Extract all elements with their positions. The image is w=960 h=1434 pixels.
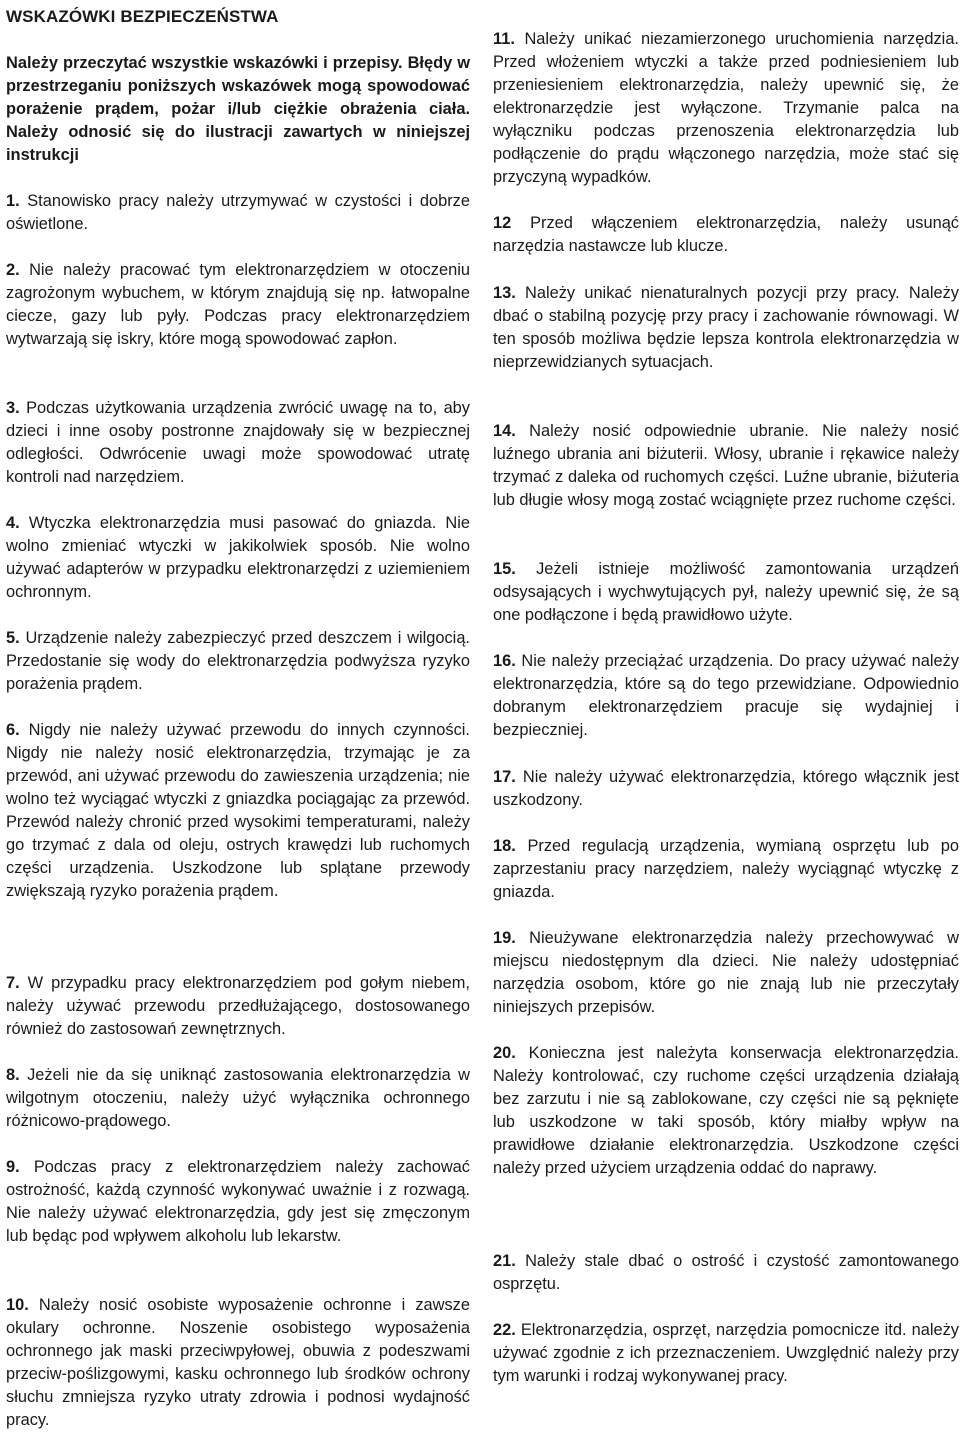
item-number: 12 xyxy=(493,214,512,232)
page-title: WSKAZÓWKI BEZPIECZEŃSTWA xyxy=(6,7,279,26)
item-text: Nieużywane elektronarzędzia należy przechowywać w miejscu niedostępnym dla dzieci. Nie należy udostępniać narzędzia osobom, które go nie znają lub nie przeczytały niniejszych przepisów. xyxy=(493,929,959,1016)
item-number: 19. xyxy=(493,929,516,947)
item-number: 21. xyxy=(493,1252,516,1270)
item-number: 4. xyxy=(6,514,20,532)
item-number: 18. xyxy=(493,837,516,855)
item-text: Podczas użytkowania urządzenia zwrócić uwagę na to, aby dzieci i inne osoby postronne znajdowały się w bezpiecznej odległości. Odwrócenie uwagi może spowodować utratę kontroli nad narzędziem. xyxy=(6,399,470,486)
safety-item-9 xyxy=(6,1156,470,1248)
safety-item-22 xyxy=(493,1319,959,1388)
safety-item-20 xyxy=(493,1042,959,1180)
item-text: Jeżeli nie da się uniknąć zastosowania elektronarzędzia w wilgotnym otoczeniu, należy użyć wyłącznika ochronnego różnicowo-prądowego. xyxy=(6,1066,470,1130)
item-number: 11. xyxy=(493,30,515,48)
item-text: Elektronarzędzia, osprzęt, narzędzia pomocnicze itd. należy używać zgodnie z ich przeznaczeniem. Uwzględnić należy przy tym warunki i rodzaj wykonywanej pracy. xyxy=(493,1321,959,1385)
item-number: 7. xyxy=(6,974,20,992)
item-text: Wtyczka elektronarzędzia musi pasować do gniazda. Nie wolno zmieniać wtyczki w jakikolwiek sposób. Nie wolno używać adapterów w przypadku elektronarzędzi z uziemieniem ochronnym. xyxy=(6,514,470,601)
safety-item-19 xyxy=(493,927,959,1019)
item-text: Nie należy używać elektronarzędzia, którego włącznik jest uszkodzony. xyxy=(493,768,959,809)
safety-item-13 xyxy=(493,282,959,374)
safety-item-1 xyxy=(6,190,470,236)
item-text: Jeżeli istnieje możliwość zamontowania urządzeń odsysających i wychwytujących pył, należy upewnić się, że są one podłączone i będą prawidłowo użyte. xyxy=(493,560,959,624)
safety-item-12 xyxy=(493,212,959,258)
safety-item-6 xyxy=(6,719,470,903)
item-text: Nie należy przeciążać urządzenia. Do pracy używać należy elektronarzędzia, które są do tego przewidziane. Odpowiednio dobranym elektronarzędziem pracuje się wydajniej i bezpieczniej. xyxy=(493,652,959,739)
item-text: Podczas pracy z elektronarzędziem należy zachować ostrożność, każdą czynność wykonywać uważnie i z rozwagą. Nie należy używać elektronarzędzia, gdy jest się zmęczonym lub będąc pod wpływem alkoholu lub lekarstw. xyxy=(6,1158,470,1245)
item-number: 16. xyxy=(493,652,516,670)
safety-item-17 xyxy=(493,766,959,812)
safety-item-2 xyxy=(6,259,470,351)
safety-item-10 xyxy=(6,1294,470,1432)
safety-item-8 xyxy=(6,1064,470,1133)
safety-item-11 xyxy=(493,28,959,189)
item-number: 13. xyxy=(493,284,516,302)
item-number: 20. xyxy=(493,1044,516,1062)
safety-item-7 xyxy=(6,972,470,1041)
safety-item-3 xyxy=(6,397,470,489)
item-text: Nie należy pracować tym elektronarzędziem w otoczeniu zagrożonym wybuchem, w którym znajdują się np. łatwopalne ciecze, gazy lub pyły. Podczas pracy elektronarzędziem wytwarzają się iskry, które mogą spowodować zapłon. xyxy=(6,261,470,348)
item-number: 17. xyxy=(493,768,516,786)
item-number: 5. xyxy=(6,629,20,647)
item-text: Należy stale dbać o ostrość i czystość zamontowanego osprzętu. xyxy=(493,1252,959,1293)
item-text: W przypadku pracy elektronarzędziem pod gołym niebem, należy używać przewodu przedłużającego, dostosowanego również do zastosowań zewnętrznych. xyxy=(6,974,470,1038)
item-number: 3. xyxy=(6,399,20,417)
item-number: 6. xyxy=(6,721,20,739)
item-text: Nigdy nie należy używać przewodu do innych czynności. Nigdy nie należy nosić elektronarzędzia, trzymając je za przewód, ani używać przewodu do zawieszenia urządzenia; nie wolno też wyciągać wtyczki z gniazdka pociągając za przewód. Przewód należy chronić przed wysokimi temperaturami, należy go trzymać z dala od oleju, ostrych krawędzi lub ruchomych części urządzenia. Uszkodzone lub splątane przewody zwiększają ryzyko porażenia prądem. xyxy=(6,721,470,900)
item-text: Stanowisko pracy należy utrzymywać w czystości i dobrze oświetlone. xyxy=(6,192,470,233)
item-number: 8. xyxy=(6,1066,20,1084)
item-text: Należy nosić odpowiednie ubranie. Nie należy nosić luźnego ubrania ani biżuterii. Włosy, ubranie i rękawice należy trzymać z daleka od ruchomych części. Luźne ubranie, biżuteria lub długie włosy mogą zostać wciągnięte przez ruchome części. xyxy=(493,422,959,509)
safety-item-21 xyxy=(493,1250,959,1296)
item-number: 14. xyxy=(493,422,516,440)
item-text: Należy nosić osobiste wyposażenie ochronne i zawsze okulary ochronne. Noszenie osobistego wyposażenia ochronnego jak maski przeciwpyłowej, obuwia z podeszwami przeciw-poślizgowymi, kasku ochronnego lub środków ochrony słuchu zmniejsza ryzyko utraty zdrowia i podnosi wydajność pracy. xyxy=(6,1296,470,1429)
safety-item-15 xyxy=(493,558,959,627)
item-number: 9. xyxy=(6,1158,20,1176)
safety-item-14 xyxy=(493,420,959,512)
safety-item-16 xyxy=(493,650,959,742)
item-text: Należy unikać niezamierzonego uruchomienia narzędzia. Przed włożeniem wtyczki a także przed podniesieniem lub przeniesieniem elektronarzędzia, należy upewnić się, że elektronarzędzie jest wyłączone. Trzymanie palca na wyłączniku podczas przenoszenia elektronarzędzia lub podłączenie do prądu włączonego narzędzia, może stać się przyczyną wypadków. xyxy=(493,30,959,186)
safety-item-4 xyxy=(6,512,470,604)
item-text: Urządzenie należy zabezpieczyć przed deszczem i wilgocią. Przedostanie się wody do elektronarzędzia podwyższa ryzyko porażenia prądem. xyxy=(6,629,470,693)
item-number: 15. xyxy=(493,560,516,578)
item-text: Przed włączeniem elektronarzędzia, należy usunąć narzędzia nastawcze lub klucze. xyxy=(493,214,959,255)
item-number: 1. xyxy=(6,192,20,210)
item-number: 10. xyxy=(6,1296,29,1314)
safety-item-18 xyxy=(493,835,959,904)
item-text: Konieczna jest należyta konserwacja elektronarzędzia. Należy kontrolować, czy ruchome części urządzenia działają bez zarzutu i nie są zablokowane, czy części nie są pęknięte lub uszkodzone w taki sposób, który miałby wpływ na prawidłowe działanie elektronarzędzia. Uszkodzone części należy przed użyciem urządzenia oddać do naprawy. xyxy=(493,1044,959,1177)
intro-paragraph: Należy przeczytać wszystkie wskazówki i przepisy. Błędy w przestrzeganiu poniższych wskazówek mogą spowodować porażenie prądem, pożar i/lub ciężkie obrażenia ciała. Należy odnosić się do ilustracji zawartych w niniejszej instrukcji xyxy=(6,54,470,164)
item-text: Należy unikać nienaturalnych pozycji przy pracy. Należy dbać o stabilną pozycję przy pracy i zachowanie równowagi. W ten sposób możliwa będzie lepsza kontrola elektronarzędzia w nieprzewidzianych sytuacjach. xyxy=(493,284,959,371)
item-number: 2. xyxy=(6,261,20,279)
item-text: Przed regulacją urządzenia, wymianą osprzętu lub po zaprzestaniu pracy narzędziem, należy wyciągnąć wtyczkę z gniazda. xyxy=(493,837,959,901)
safety-item-5 xyxy=(6,627,470,696)
item-number: 22. xyxy=(493,1321,516,1339)
